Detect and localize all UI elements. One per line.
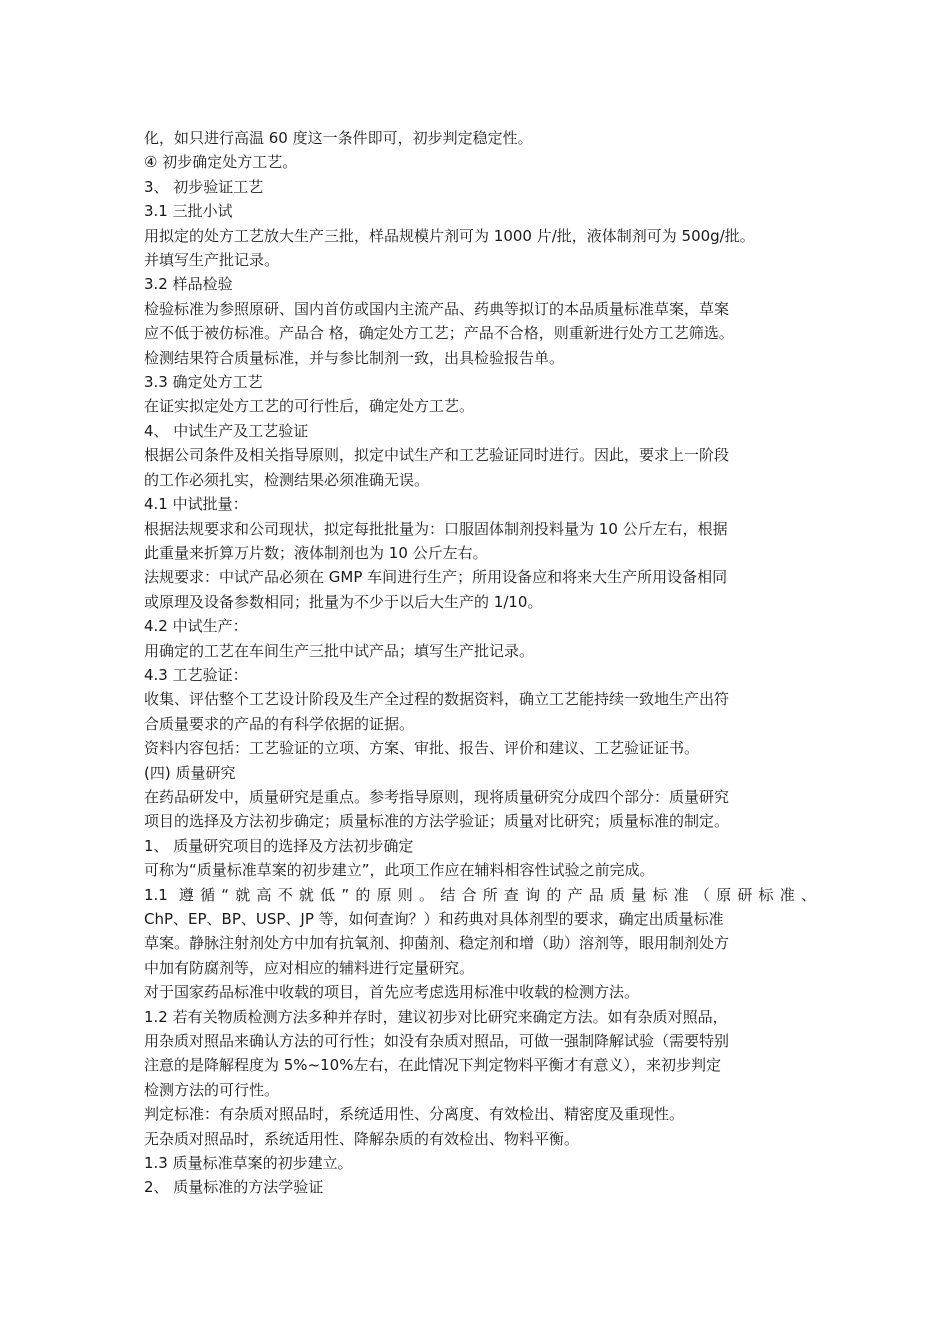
section-heading: 1、 质量研究项目的选择及方法初步确定	[144, 836, 414, 855]
text-line: 无杂质对照品时，系统适用性、降解杂质的有效检出、物料平衡。	[144, 1129, 580, 1148]
text-line: 根据法规要求和公司现状，拟定每批批量为：口服固体制剂投料量为 10 公斤左右，根据	[144, 519, 728, 538]
document-body	[144, 126, 816, 1200]
text-line: 根据公司条件及相关指导原则，拟定中试生产和工艺验证同时进行。因此，要求上一阶段	[144, 446, 730, 465]
text-line: 草案。静脉注射剂处方中加有抗氧剂、抑菌剂、稳定剂和增（助）溶剂等，眼用制剂处方	[144, 934, 730, 953]
text-line: 检测方法的可行性。	[144, 1080, 280, 1099]
text-line: 在药品研发中，质量研究是重点。参考指导原则，现将质量研究分成四个部分：质量研究	[144, 787, 730, 806]
section-heading: 4、 中试生产及工艺验证	[144, 421, 309, 440]
text-line: 或原理及设备参数相同；批量为不少于以后大生产的 1/10。	[144, 592, 543, 611]
text-line: 检测结果符合质量标准，并与参比制剂一致，出具检验报告单。	[144, 348, 565, 367]
section-heading: 2、 质量标准的方法学验证	[144, 1178, 324, 1197]
text-line: 合质量要求的产品的有科学依据的证据。	[144, 714, 415, 733]
text-line: 用确定的工艺在车间生产三批中试产品；填写生产批记录。	[144, 641, 535, 660]
text-line: 并填写生产批记录。	[144, 251, 280, 270]
section-heading: 3、 初步验证工艺	[144, 177, 264, 196]
text-line: ChP、EP、BP、USP、JP 等，如何查询？）和药典对具体剂型的要求，确定出质量标准	[144, 910, 724, 928]
text-line: 资料内容包括：工艺验证的立项、方案、审批、报告、评价和建议、工艺验证证书。	[144, 739, 700, 758]
text-line: 对于国家药品标准中收载的项目，首先应考虑选用标准中收载的检测方法。	[144, 983, 640, 1002]
text-line: ④ 初步确定处方工艺。	[144, 153, 298, 172]
text-line: 注意的是降解程度为 5%~10%左右，在此情况下判定物料平衡才有意义），来初步判定	[144, 1056, 721, 1075]
subsection-heading: 3.2 样品检验	[144, 275, 233, 294]
text-line: 化，如只进行高温 60 度这一条件即可，初步判定稳定性。	[144, 129, 533, 147]
text-line: 法规要求：中试产品必须在 GMP 车间进行生产；所用设备应和将来大生产所用设备相同	[144, 568, 728, 587]
text-line: 检验标准为参照原研、国内首仿或国内主流产品、药典等拟订的本品质量标准草案，草案	[144, 299, 730, 318]
text-line: 的工作必须扎实，检测结果必须准确无误。	[144, 470, 430, 489]
subsection-heading: 4.3 工艺验证：	[144, 665, 248, 684]
text-line: 应不低于被仿标准。产品合 格，确定处方工艺；产品不合格，则重新进行处方工艺筛选。	[144, 324, 734, 343]
text-line: 中加有防腐剂等，应对相应的辅料进行定量研究。	[144, 958, 475, 977]
subsection-heading: 3.3 确定处方工艺	[144, 373, 263, 392]
section-heading: (四) 质量研究	[144, 763, 236, 782]
text-line: 用杂质对照品来确认方法的可行性；如没有杂质对照品，可做一强制降解试验（需要特别	[144, 1032, 730, 1051]
text-line: 1.1 遵循“就高不就低”的原则。结合所查询的产品质量标准（原研标准、	[144, 885, 816, 904]
text-line: 此重量来折算万片数；液体制剂也为 10 公斤左右。	[144, 543, 488, 562]
text-line: 用拟定的处方工艺放大生产三批，样品规模片剂可为 1000 片/批，液体制剂可为 500g/批。	[144, 226, 755, 245]
text-line: 1.2 若有关物质检测方法多种并存时，建议初步对比研究来确定方法。如有杂质对照品，	[144, 1007, 728, 1026]
text-line: 在证实拟定处方工艺的可行性后，确定处方工艺。	[144, 397, 475, 416]
text-line: 判定标准：有杂质对照品时，系统适用性、分离度、有效检出、精密度及重现性。	[144, 1105, 685, 1124]
text-line: 收集、评估整个工艺设计阶段及生产全过程的数据资料，确立工艺能持续一致地生产出符	[144, 690, 730, 709]
subsection-heading: 4.2 中试生产：	[144, 617, 248, 636]
text-line: 项目的选择及方法初步确定；质量标准的方法学验证；质量对比研究；质量标准的制定。	[144, 812, 730, 831]
subsection-heading: 1.3 质量标准草案的初步建立。	[144, 1154, 353, 1173]
text-line: 可称为“质量标准草案的初步建立”，此项工作应在辅料相容性试验之前完成。	[144, 861, 655, 880]
subsection-heading: 4.1 中试批量：	[144, 495, 248, 514]
subsection-heading: 3.1 三批小试	[144, 202, 233, 221]
